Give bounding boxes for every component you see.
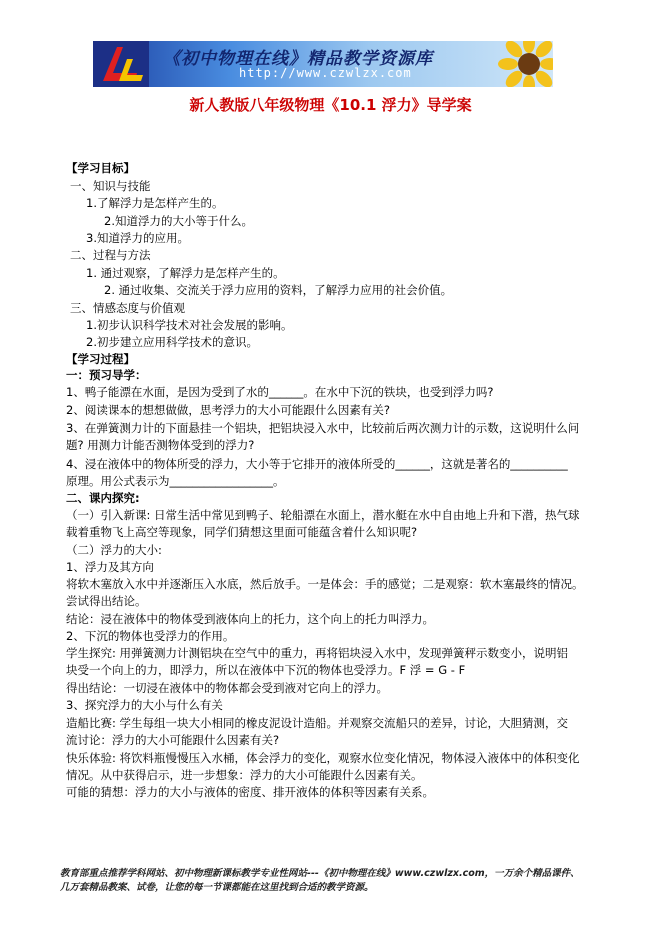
paragraph-cont: 块受一个向上的力，即浮力，所以在液体中下沉的物体也受浮力。F 浮 = G - F [66, 663, 466, 677]
topic-heading: 2、下沉的物体也受浮力的作用。 [66, 629, 235, 643]
footer-line: 几万套精品教案、试卷，让您的每一节课都能在这里找到合适的教学资源。 [60, 882, 374, 893]
paragraph: 快乐体验: 将饮料瓶慢慢压入水桶，体会浮力的变化，观察水位变化情况，物体浸入液体中的体积变化 [66, 751, 580, 765]
subheading-knowledge: 一、知识与技能 [70, 179, 151, 193]
objective-item: 2. 通过收集、交流关于浮力应用的资料，了解浮力应用的社会价值。 [104, 283, 453, 297]
site-title: 《初中物理在线》精品教学资源库 [163, 49, 433, 69]
paragraph: 将软木塞放入水中并逐渐压入水底，然后放手。一是体会：手的感觉；二是观察：软木塞最终的情况。 [66, 577, 584, 591]
subheading-attitude: 三、情感态度与价值观 [70, 301, 185, 315]
paragraph: 学生探究: 用弹簧测力计测铝块在空气中的重力，再将铝块浸入水中，发现弹簧秤示数变小，说明铝 [66, 646, 569, 660]
document-title: 新人教版八年级物理《10.1 浮力》导学案 [189, 96, 472, 114]
subheading-buoyancy-size: （二）浮力的大小: [66, 543, 162, 557]
site-url[interactable]: http://www.czwlzx.com [239, 66, 412, 80]
paragraph-cont: 尝试得出结论。 [66, 594, 147, 608]
header-banner [93, 41, 553, 87]
paragraph: （一）引入新课: 日常生活中常见到鸭子、轮船漂在水面上，潜水艇在水中自由地上升和下潜，热气球 [66, 508, 580, 522]
preview-question: 4、浸在液体中的物体所受的浮力，大小等于它排开的液体所受的______，这就是著名的__________ [66, 457, 568, 471]
objective-item: 2.初步建立应用科学技术的意识。 [86, 335, 258, 349]
paragraph: 得出结论：一切浸在液体中的物体都会受到液对它向上的浮力。 [66, 681, 388, 695]
footer-line: 教育部重点推荐学科网站、初中物理新课标教学专业性网站---《初中物理在线》www.czwlzx.com，一万余个精品课件、 [60, 868, 580, 879]
preview-question-cont: 原理。用公式表示为__________________。 [66, 474, 285, 488]
paragraph: 结论：浸在液体中的物体受到液体向上的托力，这个向上的托力叫浮力。 [66, 612, 434, 626]
section-heading-objectives: 【学习目标】 [66, 161, 135, 175]
preview-question: 2、阅读课本的想想做做，思考浮力的大小可能跟什么因素有关? [66, 403, 390, 417]
paragraph: 造船比赛: 学生每组一块大小相同的橡皮泥设计造船。并观察交流船只的差异，讨论，大胆猜测，交 [66, 716, 569, 730]
paragraph-cont: 流讨论：浮力的大小可能跟什么因素有关? [66, 733, 280, 747]
objective-item: 1.了解浮力是怎样产生的。 [86, 196, 224, 210]
preview-question-cont: 题? 用测力计能否测物体受到的浮力? [66, 438, 255, 452]
topic-heading: 1、浮力及其方向 [66, 560, 154, 574]
objective-item: 3.知道浮力的应用。 [86, 231, 189, 245]
preview-question: 1、鸭子能漂在水面，是因为受到了水的______。在水中下沉的铁块，也受到浮力吗? [66, 385, 494, 399]
paragraph: 可能的猜想：浮力的大小与液体的密度、排开液体的体积等因素有关系。 [66, 785, 434, 799]
subheading-inclass: 二、课内探究: [66, 491, 140, 505]
objective-item: 1.初步认识科学技术对社会发展的影响。 [86, 318, 293, 332]
subheading-process: 二、过程与方法 [70, 248, 151, 262]
preview-question: 3、在弹簧测力计的下面悬挂一个铝块，把铝块浸入水中，比较前后两次测力计的示数，这说明什么问 [66, 421, 580, 435]
sunflower-icon [491, 41, 553, 87]
objective-item: 2.知道浮力的大小等于什么。 [104, 214, 253, 228]
paragraph-cont: 载着重物飞上高空等现象，同学们猜想这里面可能蕴含着什么知识呢? [66, 525, 418, 539]
site-logo-icon [93, 41, 149, 87]
topic-heading: 3、探究浮力的大小与什么有关 [66, 698, 223, 712]
objective-item: 1. 通过观察，了解浮力是怎样产生的。 [86, 266, 285, 280]
section-heading-process: 【学习过程】 [66, 352, 135, 366]
paragraph-cont: 情况。从中获得启示，进一步想象：浮力的大小可能跟什么因素有关。 [66, 768, 423, 782]
subheading-preview: 一：预习导学： [66, 368, 147, 382]
